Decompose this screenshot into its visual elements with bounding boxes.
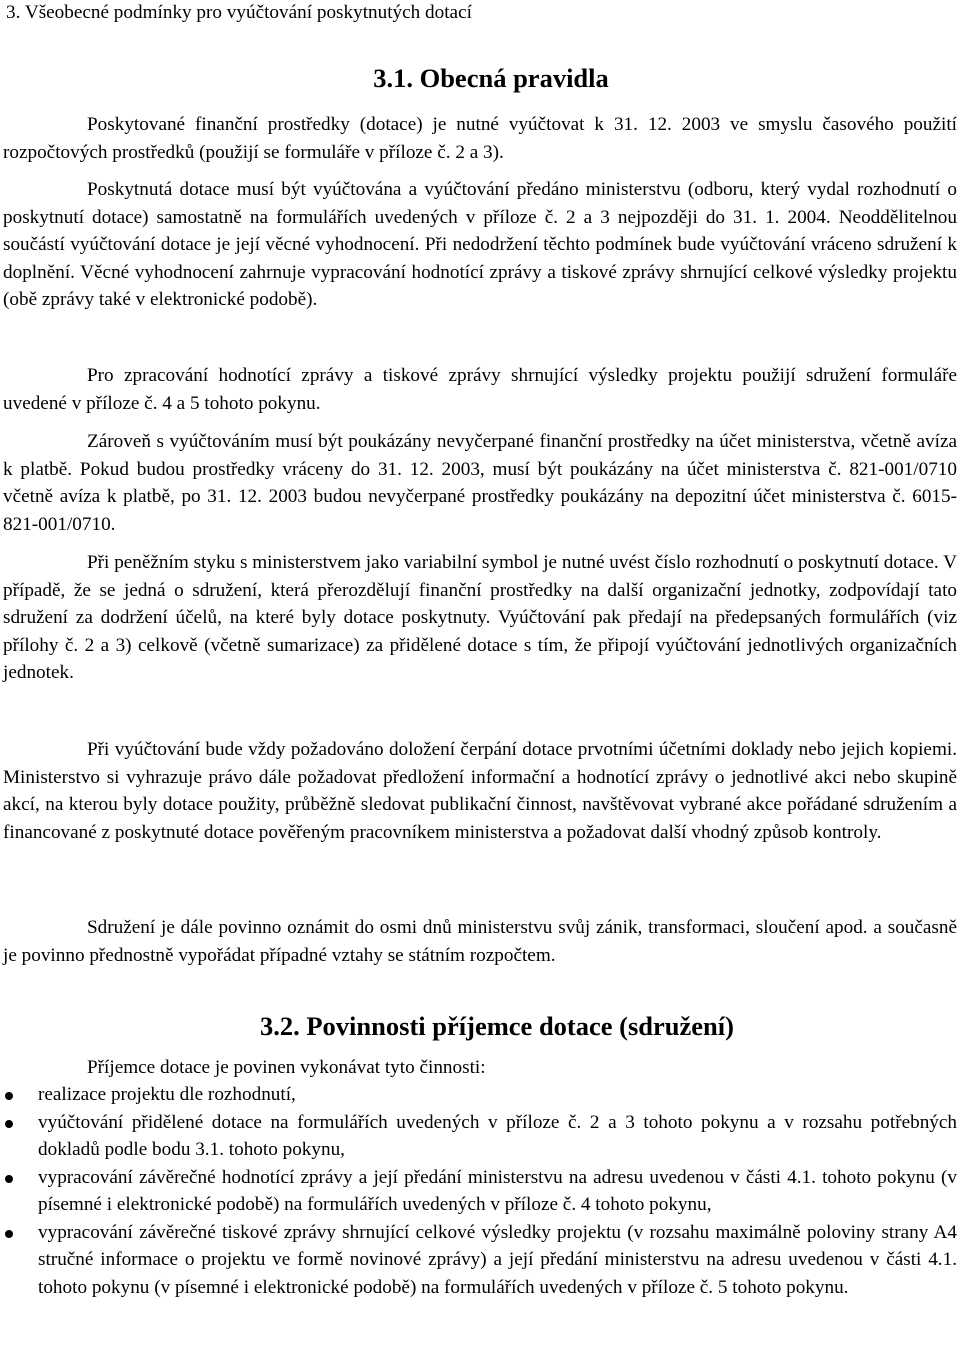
bullet-icon (5, 1175, 13, 1183)
list-item (0, 1219, 957, 1302)
list-item (0, 1109, 957, 1164)
duties-list (0, 1081, 957, 1301)
list-item (0, 1164, 957, 1219)
paragraph: Poskytnutá dotace musí být vyúčtována a vyúčtování předáno ministerstvu (odboru, který vydal rozhodnutí o poskytnutí dotace) samostatně na formulářích uvedených v příloze č. 2 a 3 nejpozději do 31. 1. 2004. Neoddělitelnou součástí vyúčtování dotace je její věcné vyhodnocení. Při nedodržení těchto podmínek bude vyúčtování vráceno sdružení k doplnění. Věcné vyhodnocení zahrnuje vypracování hodnotící zprávy a tiskové zprávy shrnující celkové výsledky projektu (obě zprávy také v elektronické podobě). (3, 179, 957, 310)
subsection-heading-recipient-duties: 3.2. Povinnosti příjemce dotace (sdružení) (260, 1011, 734, 1041)
list-item-text: vypracování závěrečné tiskové zprávy shrnující celkové výsledky projektu (v rozsahu maximálně poloviny strany A4 stručné informace o projektu ve formě novinové zprávy) a její předání ministerstvu na adresu uvedenou v části 4.1. tohoto pokynu (v písemné i elektronické podobě) na formulářích uvedených v příloze č. 5 tohoto pokynu. (38, 1221, 957, 1298)
bullet-icon (5, 1120, 13, 1128)
list-item-text: vyúčtování přidělené dotace na formulářích uvedených v příloze č. 2 a 3 tohoto pokynu a v rozsahu potřebných dokladů podle bodu 3.1. tohoto pokynu, (38, 1111, 957, 1160)
list-item-text: realizace projektu dle rozhodnutí, (38, 1084, 296, 1105)
bullet-icon (5, 1092, 13, 1100)
section-title: 3. Všeobecné podmínky pro vyúčtování poskytnutých dotací (6, 2, 472, 23)
paragraph: Pro zpracování hodnotící zprávy a tiskové zprávy shrnující výsledky projektu použijí sdružení formuláře uvedené v příloze č. 4 a 5 tohoto pokynu. (3, 365, 957, 414)
list-item-text: vypracování závěrečné hodnotící zprávy a její předání ministerstvu na adresu uvedenou v části 4.1. tohoto pokynu (v písemné i elektronické podobě) na formulářích uvedených v příloze č. 4 tohoto pokynu, (38, 1166, 957, 1215)
list-item (0, 1081, 957, 1109)
subsection-heading-general-rules: 3.1. Obecná pravidla (373, 63, 609, 93)
paragraph: Při vyúčtování bude vždy požadováno doložení čerpání dotace prvotními účetními doklady nebo jejich kopiemi. Ministerstvo si vyhrazuje právo dále požadovat předložení informační a hodnotící zprávy o jednotlivé akci nebo skupině akcí, na kterou byly dotace použity, průběžně sledovat publikační činnost, navštěvovat vybrané akce pořádané sdružením a financované z poskytnuté dotace pověřeným pracovníkem ministerstva a požadovat další vhodný způsob kontroly. (3, 739, 957, 843)
bullet-icon (5, 1230, 13, 1238)
paragraph: Poskytované finanční prostředky (dotace) je nutné vyúčtovat k 31. 12. 2003 ve smyslu časového použití rozpočtových prostředků (použijí se formuláře v příloze č. 2 a 3). (3, 114, 957, 163)
paragraph: Sdružení je dále povinno oznámit do osmi dnů ministerstvu svůj zánik, transformaci, sloučení apod. a současně je povinno přednostně vypořádat případné vztahy se státním rozpočtem. (3, 917, 957, 966)
paragraph: Při peněžním styku s ministerstvem jako variabilní symbol je nutné uvést číslo rozhodnutí o poskytnutí dotace. V případě, že se jedná o sdružení, která přerozdělují finanční prostředky na další organizační jednotky, zodpovídají tato sdružení za dodržení účelů, na které byly dotace poskytnuty. Vyúčtování pak předají na předepsaných formulářích (viz přílohy č. 2 a 3) celkově (včetně sumarizace) za přidělené dotace s tím, že připojí vyúčtování jednotlivých organizačních jednotek. (3, 552, 957, 683)
intro-paragraph: Příjemce dotace je povinen vykonávat tyto činnosti: (87, 1057, 486, 1078)
paragraph: Zároveň s vyúčtováním musí být poukázány nevyčerpané finanční prostředky na účet ministerstva, včetně avíza k platbě. Pokud budou prostředky vráceny do 31. 12. 2003, musí být poukázány na účet ministerstva č. 821-001/0710 včetně avíza k platbě, po 31. 12. 2003 budou nevyčerpané prostředky poukázány na depozitní účet ministerstva č. 6015-821-001/0710. (3, 431, 957, 535)
